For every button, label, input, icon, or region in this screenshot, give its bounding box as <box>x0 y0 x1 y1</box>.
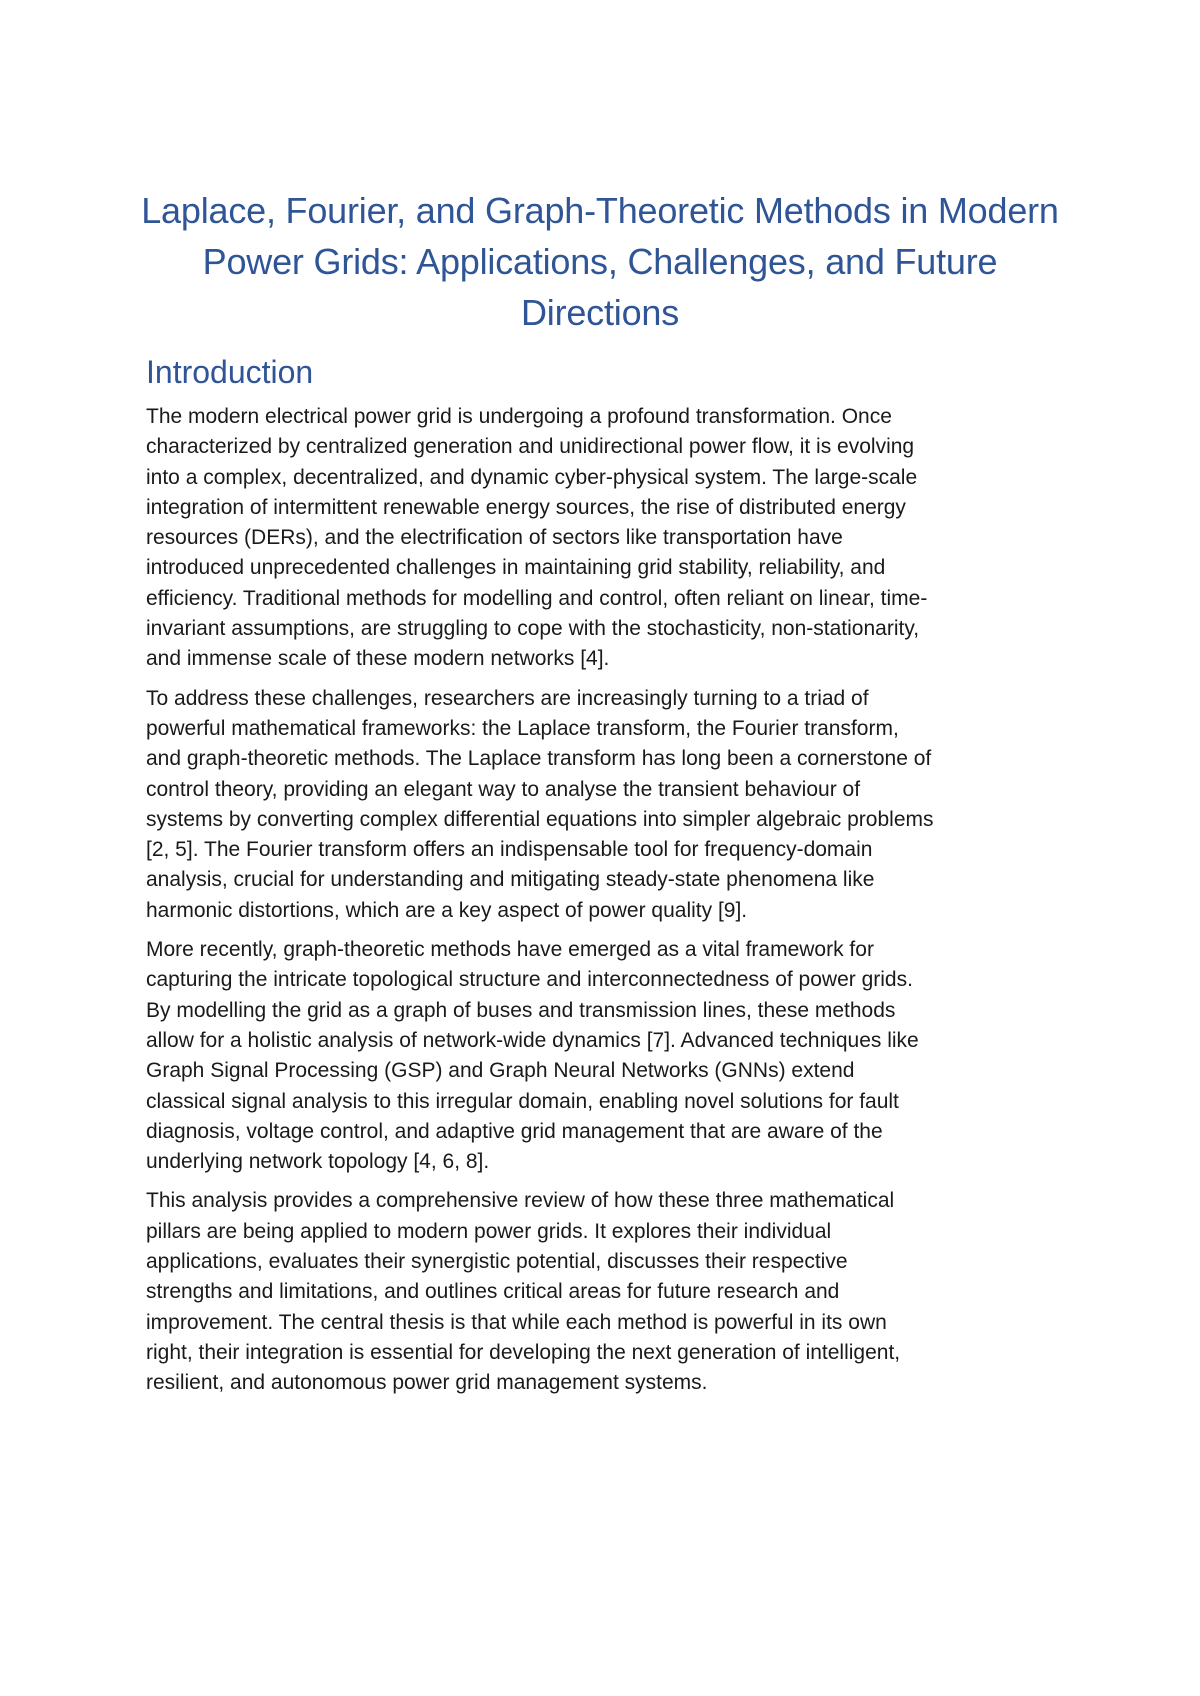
text-line: strengths and limitations, and outlines critical areas for future research and <box>146 1280 840 1304</box>
text-line: into a complex, decentralized, and dynamic cyber-physical system. The large-scale <box>146 465 918 489</box>
text-line: allow for a holistic analysis of network-wide dynamics [7]. Advanced techniques like <box>146 1028 919 1052</box>
text-line: Graph Signal Processing (GSP) and Graph Neural Networks (GNNs) extend <box>146 1059 855 1083</box>
body-text <box>146 402 1066 1408</box>
text-line: powerful mathematical frameworks: the Laplace transform, the Fourier transform, <box>146 716 899 740</box>
document-title <box>140 185 1060 338</box>
title-line: Laplace, Fourier, and Graph-Theoretic Methods in <box>141 190 929 231</box>
title-line: and Future Directions <box>520 241 998 333</box>
text-line: More recently, graph-theoretic methods have emerged as a vital framework for <box>146 938 874 962</box>
text-line: resilient, and autonomous power grid management systems. <box>146 1371 708 1395</box>
text-line: By modelling the grid as a graph of buses and transmission lines, these methods <box>146 998 896 1022</box>
text-line: The modern electrical power grid is undergoing a profound transformation. Once <box>146 405 892 428</box>
text-line: resources (DERs), and the electrification of sectors like transportation have <box>146 526 843 550</box>
paragraph <box>146 402 1066 675</box>
text-line: To address these challenges, researchers are increasingly turning to a triad of <box>146 686 869 710</box>
paragraph <box>146 684 1066 926</box>
title-line: Modern Power Grids: Applications, Challenges, <box>202 190 1059 282</box>
text-line: characterized by centralized generation and unidirectional power flow, it is evolving <box>146 435 915 459</box>
text-line: efficiency. Traditional methods for modelling and control, often reliant on linear, time- <box>146 586 928 610</box>
text-line: integration of intermittent renewable energy sources, the rise of distributed energy <box>146 495 906 519</box>
text-line: systems by converting complex differential equations into simpler algebraic problems <box>146 807 934 831</box>
text-line: classical signal analysis to this irregular domain, enabling novel solutions for fault <box>146 1089 899 1113</box>
text-line: [2, 5]. The Fourier transform offers an indispensable tool for frequency-domain <box>146 838 873 862</box>
text-line: improvement. The central thesis is that while each method is powerful in its own <box>146 1310 887 1334</box>
text-line: control theory, providing an elegant way to analyse the transient behaviour of <box>146 777 861 801</box>
text-line: diagnosis, voltage control, and adaptive grid management that are aware of the <box>146 1119 883 1143</box>
paragraph <box>146 1186 1066 1398</box>
text-line: analysis, crucial for understanding and mitigating steady-state phenomena like <box>146 868 875 892</box>
text-line: pillars are being applied to modern power grids. It explores their individual <box>146 1219 832 1243</box>
text-line: underlying network topology [4, 6, 8]. <box>146 1150 490 1174</box>
text-line: This analysis provides a comprehensive review of how these three mathematical <box>146 1189 895 1213</box>
text-line: introduced unprecedented challenges in maintaining grid stability, reliability, and <box>146 556 886 580</box>
text-line: right, their integration is essential for developing the next generation of intelligent, <box>146 1340 901 1364</box>
section-heading-introduction: Introduction <box>146 354 314 390</box>
text-line: and graph-theoretic methods. The Laplace transform has long been a cornerstone of <box>146 747 932 771</box>
text-line: and immense scale of these modern networks [4]. <box>146 647 610 671</box>
paragraph <box>146 935 1066 1177</box>
text-line: invariant assumptions, are struggling to cope with the stochasticity, non-stationarity, <box>146 617 920 641</box>
text-line: capturing the intricate topological structure and interconnectedness of power grids. <box>146 968 913 992</box>
text-line: harmonic distortions, which are a key aspect of power quality [9]. <box>146 898 748 922</box>
text-line: applications, evaluates their synergistic potential, discusses their respective <box>146 1250 848 1274</box>
